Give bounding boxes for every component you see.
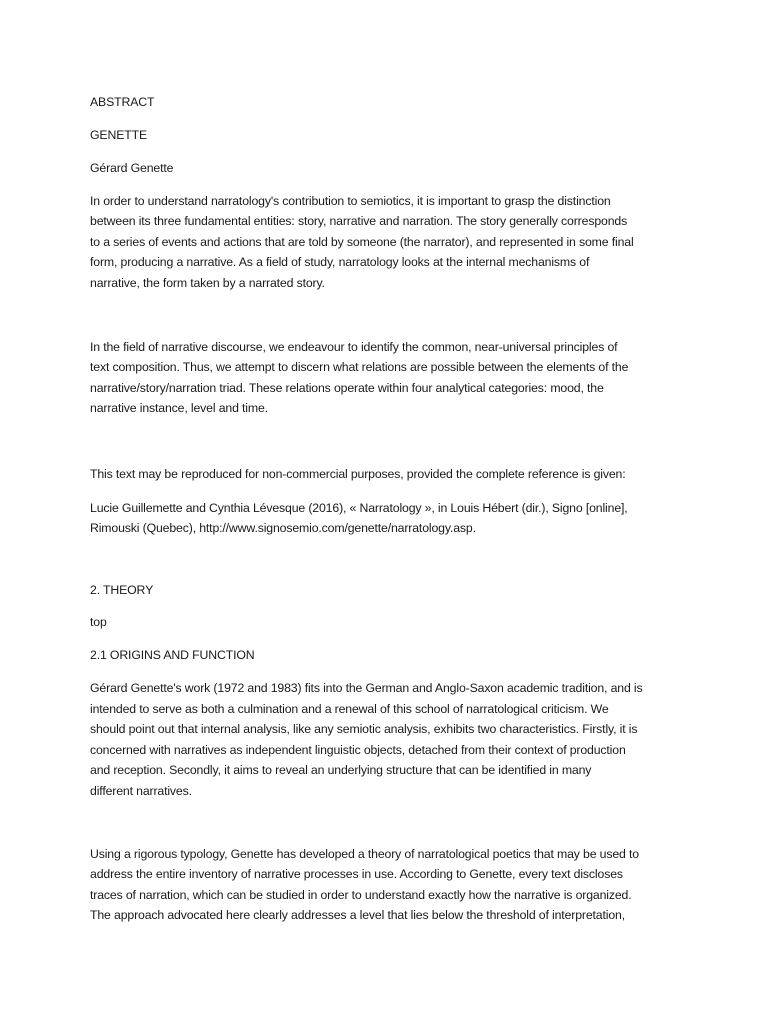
paragraph-line: Gérard Genette's work (1972 and 1983) fits into the German and Anglo-Saxon academic tradition, and is	[90, 681, 643, 696]
paragraph-line: between its three fundamental entities: story, narrative and narration. The story generally corresponds	[90, 214, 628, 229]
paragraph-line: concerned with narratives as independent linguistic objects, detached from their context of production	[90, 742, 626, 757]
paragraph-line: traces of narration, which can be studied in order to understand exactly how the narrative is organized.	[90, 887, 632, 902]
paragraph-line: to a series of events and actions that are told by someone (the narrator), and represented in some final	[90, 234, 634, 249]
paragraph-origins	[90, 678, 682, 800]
document-page	[90, 92, 682, 926]
paragraph-line: address the entire inventory of narrative processes in use. According to Genette, every text discloses	[90, 867, 623, 882]
paragraph-line: In the field of narrative discourse, we endeavour to identify the common, near-universal principles of	[90, 340, 618, 355]
paragraph-line: should point out that internal analysis, like any semiotic analysis, exhibits two characteristics. Firstly, it is	[90, 722, 638, 737]
paragraph-typology	[90, 844, 682, 926]
theory-heading: 2. THEORY	[90, 583, 154, 598]
paragraph-line: narrative, the form taken by a narrated story.	[90, 275, 325, 290]
paragraph-line: narrative/story/narration triad. These relations operate within four analytical categories: mood, the	[90, 380, 604, 395]
abstract-heading: ABSTRACT	[90, 95, 155, 109]
paragraph-line: different narratives.	[90, 783, 192, 798]
paragraph-intro	[90, 191, 682, 293]
paragraph-line: text composition. Thus, we attempt to discern what relations are possible between the elements of the	[90, 360, 629, 375]
origins-heading: 2.1 ORIGINS AND FUNCTION	[90, 648, 255, 663]
reference-line: Lucie Guillemette and Cynthia Lévesque (2016), « Narratology », in Louis Hébert (dir.), Signo [online],	[90, 500, 628, 515]
reference-citation	[90, 498, 682, 539]
paragraph-line: form, producing a narrative. As a field of study, narratology looks at the internal mechanisms of	[90, 255, 590, 270]
paragraph-line: Using a rigorous typology, Genette has developed a theory of narratological poetics that may be used to	[90, 846, 639, 861]
reproduction-note: This text may be reproduced for non-commercial purposes, provided the complete reference is given:	[90, 466, 626, 481]
paragraph-line: In order to understand narratology's contribution to semiotics, it is important to grasp the distinction	[90, 194, 611, 208]
reference-line: Rimouski (Quebec), http://www.signosemio.com/genette/narratology.asp.	[90, 521, 476, 536]
paragraph-line: The approach advocated here clearly addresses a level that lies below the threshold of interpretation,	[90, 908, 625, 923]
paragraph-line: intended to serve as both a culmination and a renewal of this school of narratological criticism. We	[90, 701, 609, 716]
paragraph-narrative-discourse	[90, 337, 682, 419]
genette-heading: GENETTE	[90, 128, 148, 142]
paragraph-line: narrative instance, level and time.	[90, 401, 268, 416]
top-link[interactable]: top	[90, 615, 107, 630]
paragraph-line: and reception. Secondly, it aims to reveal an underlying structure that can be identified in many	[90, 763, 592, 778]
author-name: Gérard Genette	[90, 161, 174, 175]
